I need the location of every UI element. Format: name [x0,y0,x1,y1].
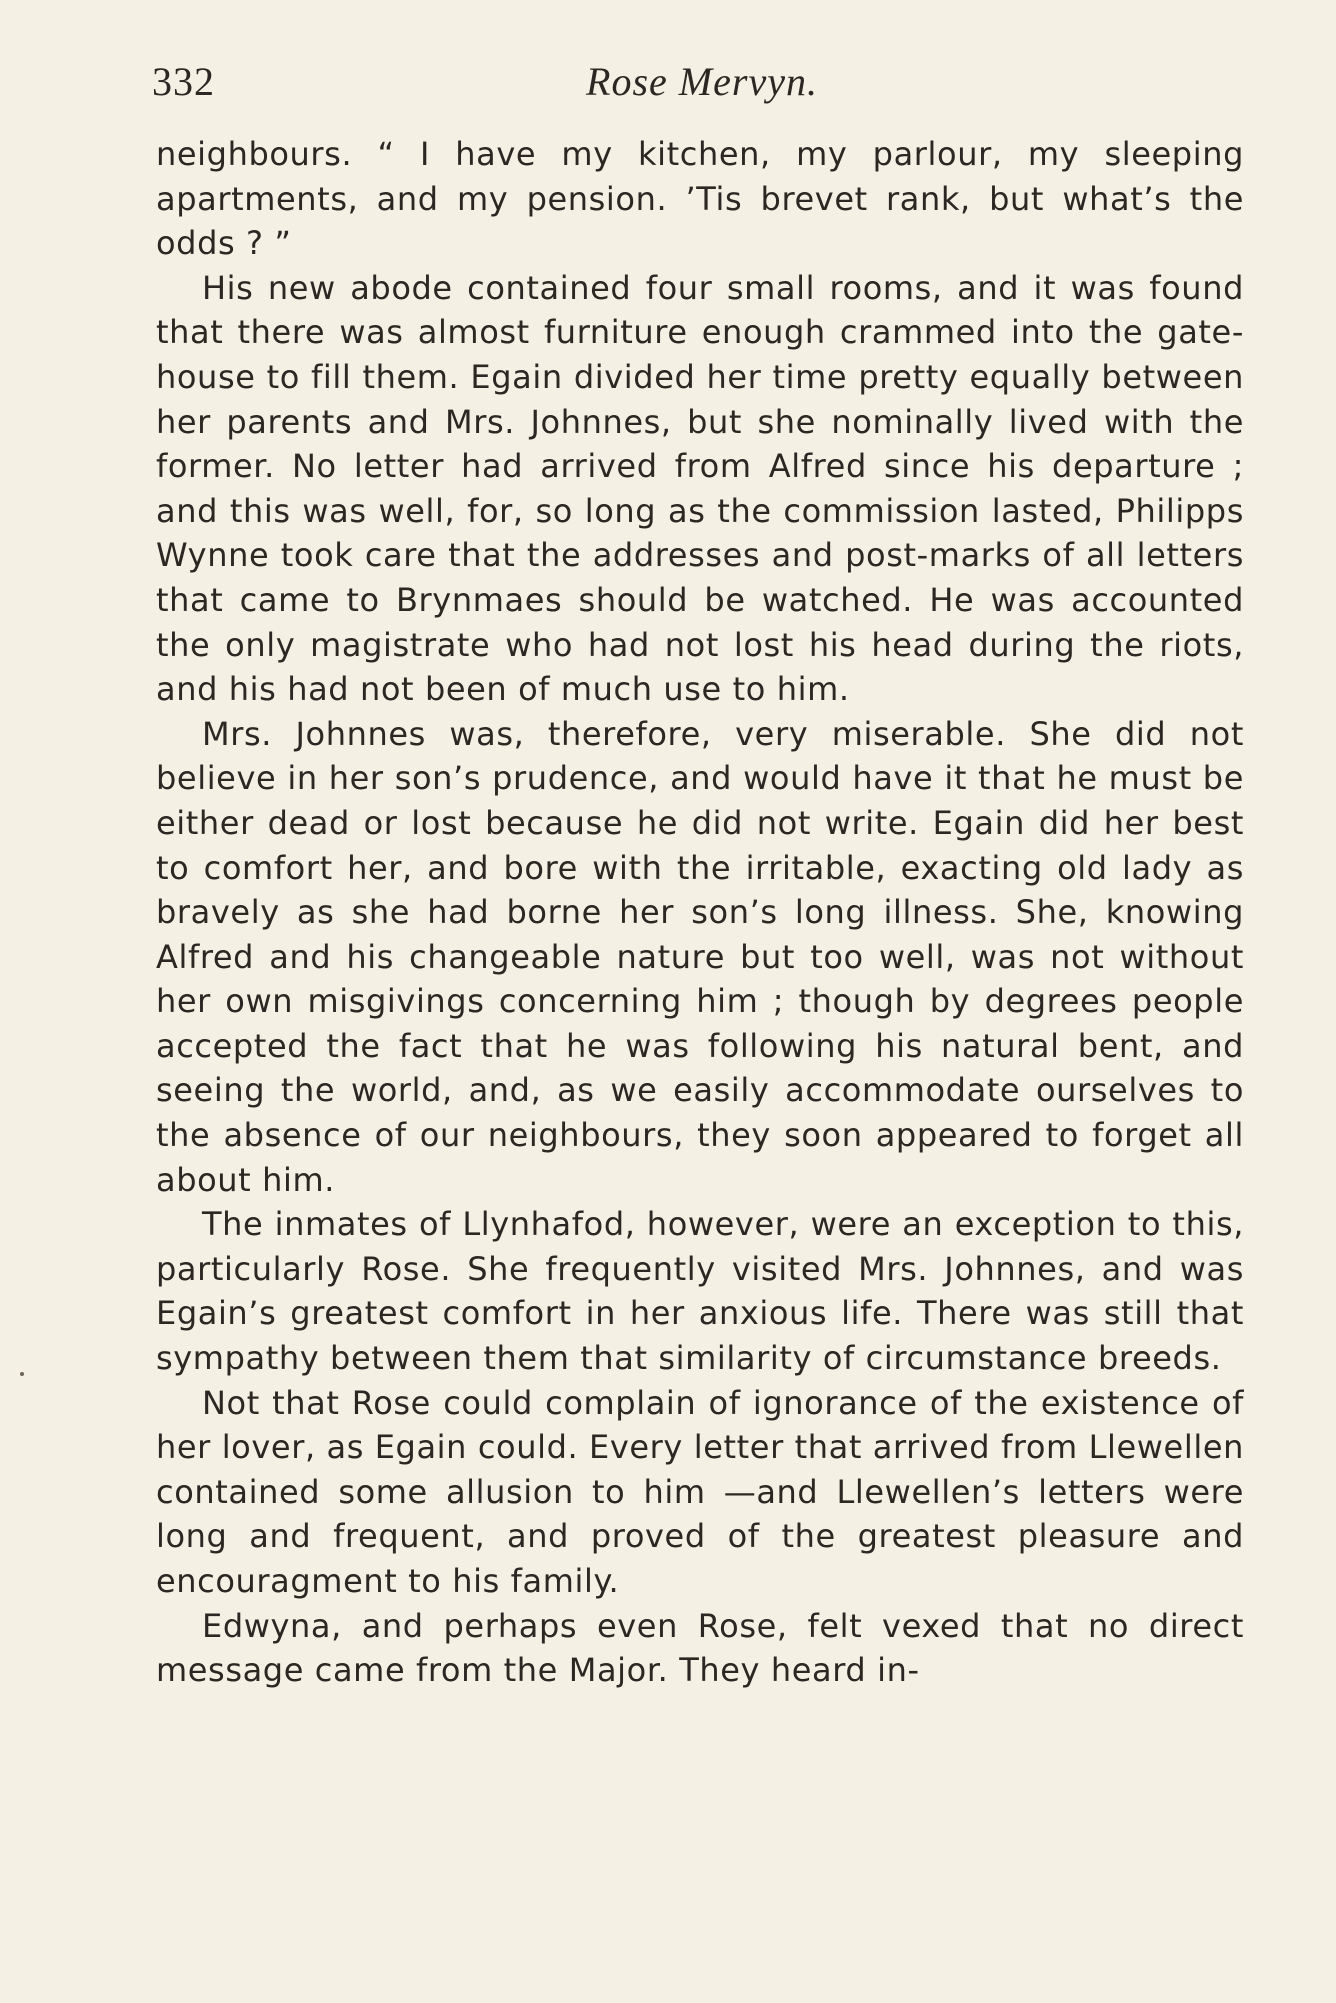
running-head [152,52,1252,112]
body-text [156,132,1244,1693]
page-number: 332 [152,59,215,104]
paragraph-continued: neighbours. “ I have my kitchen, my parlour, my sleeping apartments, and my pension. ’Tis brevet rank, but what’s the odds ? ” [156,135,1244,263]
ink-speck [20,1372,24,1376]
paragraph: The inmates of Llynhafod, however, were an exception to this, particularly Rose. She frequently visited Mrs. Johnnes, and was Egain’s greatest comfort in her anxious life. There was still that sympathy between them that similarity of circumstance breeds. [156,1205,1244,1378]
paragraph: His new abode contained four small rooms, and it was found that there was almost furniture enough crammed into the gate-house to fill them. Egain divided her time pretty equally between her parents and Mrs. Johnnes, but she nominally lived with the former. No letter had arrived from Alfred since his departure ; and this was well, for, so long as the commission lasted, Philipps Wynne took care that the addresses and post-marks of all letters that came to Brynmaes should be watched. He was accounted the only magistrate who had not lost his head during the riots, and his had not been of much use to him. [156,268,1244,709]
paragraph: Edwyna, and perhaps even Rose, felt vexed that no direct message came from the Major. They heard in- [156,1606,1244,1690]
book-title: Rose Mervyn. [586,59,818,104]
paragraph: Not that Rose could complain of ignorance of the existence of her lover, as Egain could. Every letter that arrived from Llewellen contained some allusion to him —and Llewellen’s letters were long and frequent, and proved of the greatest pleasure and encouragment to his family. [156,1383,1244,1600]
paragraph: Mrs. Johnnes was, therefore, very miserable. She did not believe in her son’s prudence, and would have it that he must be either dead or lost because he did not write. Egain did her best to comfort her, and bore with the irritable, exacting old lady as bravely as she had borne her son’s long illness. She, knowing Alfred and his changeable nature but too well, was not without her own misgivings concerning him ; though by degrees people accepted the fact that he was following his natural bent, and seeing the world, and, as we easily accommodate ourselves to the absence of our neighbours, they soon appeared to forget all about him. [156,714,1244,1199]
